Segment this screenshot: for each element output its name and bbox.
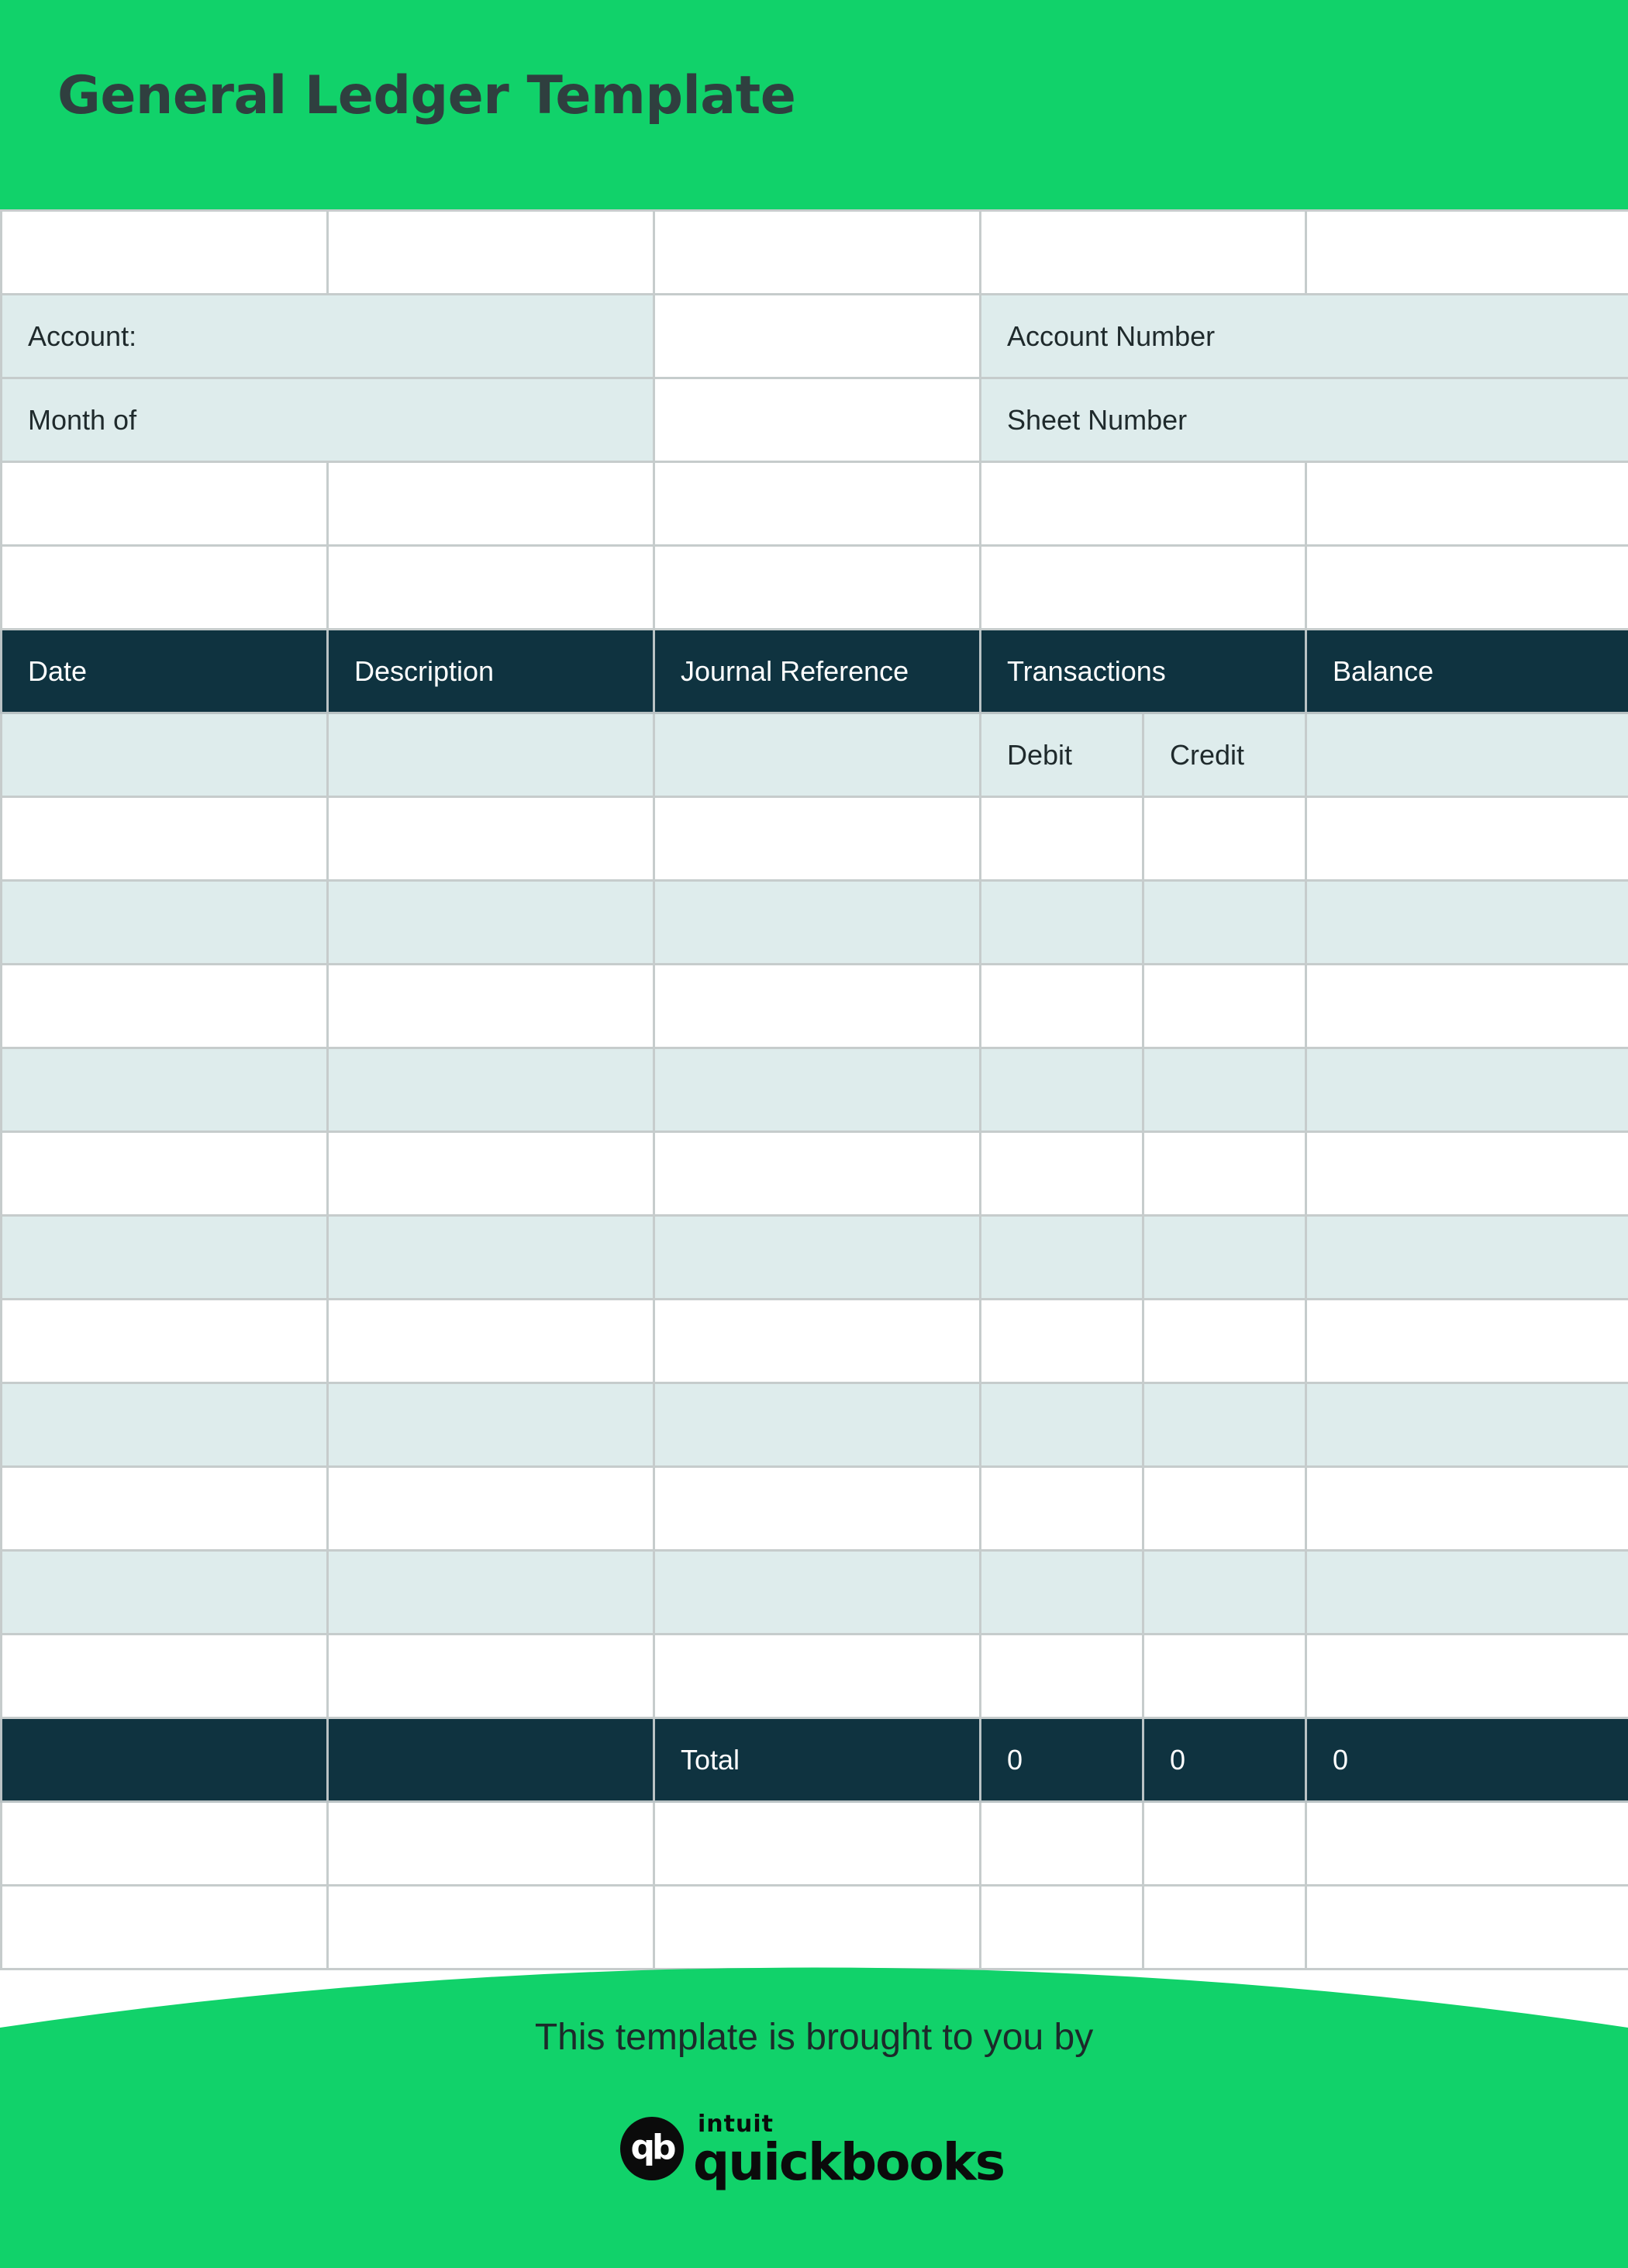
- credit-cell[interactable]: [1143, 1383, 1306, 1467]
- cell[interactable]: [654, 462, 981, 546]
- description-cell[interactable]: [328, 1551, 654, 1635]
- ledger-row: [2, 881, 1628, 965]
- debit-cell[interactable]: [981, 1300, 1143, 1383]
- date-cell[interactable]: [2, 1216, 328, 1300]
- debit-cell[interactable]: [981, 1467, 1143, 1551]
- month-row: [2, 378, 1628, 462]
- cell[interactable]: [1306, 546, 1628, 630]
- balance-cell[interactable]: [1306, 1048, 1628, 1132]
- journal-reference-cell[interactable]: [654, 1383, 981, 1467]
- quickbooks-logo[interactable]: [620, 2112, 1023, 2197]
- month-value-cell[interactable]: [654, 378, 981, 462]
- header-balance: Balance: [1306, 630, 1628, 713]
- debit-cell[interactable]: [981, 1048, 1143, 1132]
- totals-row: [2, 1718, 1628, 1802]
- journal-reference-cell[interactable]: [654, 1551, 981, 1635]
- balance-cell[interactable]: [1306, 1467, 1628, 1551]
- balance-cell[interactable]: [1306, 1635, 1628, 1718]
- date-cell[interactable]: [2, 1132, 328, 1216]
- total-credit: 0: [1143, 1718, 1306, 1802]
- ledger-row: [2, 1635, 1628, 1718]
- blank-row: [2, 211, 1628, 295]
- description-cell[interactable]: [328, 1216, 654, 1300]
- account-row: [2, 295, 1628, 378]
- blank-row: [2, 546, 1628, 630]
- sub-header-row: [2, 713, 1628, 797]
- credit-cell[interactable]: [1143, 965, 1306, 1048]
- cell[interactable]: [1306, 462, 1628, 546]
- date-cell[interactable]: [2, 881, 328, 965]
- balance-cell[interactable]: [1306, 965, 1628, 1048]
- debit-cell[interactable]: [981, 1551, 1143, 1635]
- blank-row: [2, 462, 1628, 546]
- cell: [328, 713, 654, 797]
- journal-reference-cell[interactable]: [654, 1132, 981, 1216]
- total-balance: 0: [1306, 1718, 1628, 1802]
- ledger-row: [2, 1383, 1628, 1467]
- cell: [1306, 713, 1628, 797]
- journal-reference-cell[interactable]: [654, 1300, 981, 1383]
- credit-cell[interactable]: [1143, 1551, 1306, 1635]
- credit-cell[interactable]: [1143, 1467, 1306, 1551]
- date-cell[interactable]: [2, 1467, 328, 1551]
- cell: [2, 1718, 328, 1802]
- date-cell[interactable]: [2, 1383, 328, 1467]
- description-cell[interactable]: [328, 1132, 654, 1216]
- journal-reference-cell[interactable]: [654, 965, 981, 1048]
- debit-cell[interactable]: [981, 1132, 1143, 1216]
- ledger-row: [2, 1551, 1628, 1635]
- debit-cell[interactable]: [981, 881, 1143, 965]
- cell[interactable]: [2, 211, 328, 295]
- journal-reference-cell[interactable]: [654, 1216, 981, 1300]
- column-header-row: [2, 630, 1628, 713]
- logo-brand: quickbooks: [693, 2132, 1004, 2192]
- account-label: Account:: [2, 295, 654, 378]
- cell[interactable]: [328, 211, 654, 295]
- ledger-row: [2, 797, 1628, 881]
- description-cell[interactable]: [328, 1467, 654, 1551]
- cell[interactable]: [1306, 211, 1628, 295]
- journal-reference-cell[interactable]: [654, 1635, 981, 1718]
- month-label: Month of: [2, 378, 654, 462]
- date-cell[interactable]: [2, 965, 328, 1048]
- credit-cell[interactable]: [1143, 1300, 1306, 1383]
- date-cell[interactable]: [2, 1048, 328, 1132]
- ledger-row: [2, 1048, 1628, 1132]
- ledger-row: [2, 1132, 1628, 1216]
- description-cell[interactable]: [328, 881, 654, 965]
- cell[interactable]: [981, 211, 1306, 295]
- cell[interactable]: [654, 1802, 981, 1886]
- cell[interactable]: [654, 546, 981, 630]
- credit-cell[interactable]: [1143, 797, 1306, 881]
- total-debit: 0: [981, 1718, 1143, 1802]
- ledger-row: [2, 965, 1628, 1048]
- journal-reference-cell[interactable]: [654, 1467, 981, 1551]
- balance-cell[interactable]: [1306, 1551, 1628, 1635]
- cell[interactable]: [2, 1802, 328, 1886]
- credit-cell[interactable]: [1143, 881, 1306, 965]
- credit-cell[interactable]: [1143, 1048, 1306, 1132]
- balance-cell[interactable]: [1306, 881, 1628, 965]
- cell[interactable]: [328, 1802, 654, 1886]
- balance-cell[interactable]: [1306, 1300, 1628, 1383]
- cell[interactable]: [654, 211, 981, 295]
- cell: [328, 1718, 654, 1802]
- description-cell[interactable]: [328, 1635, 654, 1718]
- header-journal-reference: Journal Reference: [654, 630, 981, 713]
- credit-cell[interactable]: [1143, 1216, 1306, 1300]
- cell[interactable]: [1306, 1802, 1628, 1886]
- header-transactions: Transactions: [981, 630, 1306, 713]
- ledger-row: [2, 1216, 1628, 1300]
- journal-reference-cell[interactable]: [654, 881, 981, 965]
- header-credit: Credit: [1143, 713, 1306, 797]
- ledger-table: [0, 209, 1628, 1970]
- header-date: Date: [2, 630, 328, 713]
- logo-brand-small: intuit: [698, 2111, 774, 2138]
- cell[interactable]: [981, 546, 1306, 630]
- header-description: Description: [328, 630, 654, 713]
- description-cell[interactable]: [328, 1383, 654, 1467]
- balance-cell[interactable]: [1306, 1216, 1628, 1300]
- ledger-row: [2, 1300, 1628, 1383]
- header-debit: Debit: [981, 713, 1143, 797]
- cell[interactable]: [328, 546, 654, 630]
- account-value-cell[interactable]: [654, 295, 981, 378]
- cell[interactable]: [1143, 1802, 1306, 1886]
- journal-reference-cell[interactable]: [654, 1048, 981, 1132]
- balance-cell[interactable]: [1306, 1383, 1628, 1467]
- debit-cell[interactable]: [981, 797, 1143, 881]
- credit-cell[interactable]: [1143, 1132, 1306, 1216]
- debit-cell[interactable]: [981, 1635, 1143, 1718]
- footer-wave: [0, 1915, 1628, 2268]
- date-cell[interactable]: [2, 797, 328, 881]
- blank-row: [2, 1802, 1628, 1886]
- debit-cell[interactable]: [981, 965, 1143, 1048]
- cell[interactable]: [981, 462, 1306, 546]
- date-cell[interactable]: [2, 1635, 328, 1718]
- footer-tagline: This template is brought to you by: [534, 2017, 1094, 2058]
- balance-cell[interactable]: [1306, 797, 1628, 881]
- cell[interactable]: [2, 546, 328, 630]
- account-number-label: Account Number: [981, 295, 1628, 378]
- total-label: Total: [654, 1718, 981, 1802]
- date-cell[interactable]: [2, 1551, 328, 1635]
- ledger-row: [2, 1467, 1628, 1551]
- date-cell[interactable]: [2, 1300, 328, 1383]
- cell[interactable]: [328, 462, 654, 546]
- description-cell[interactable]: [328, 1048, 654, 1132]
- debit-cell[interactable]: [981, 1383, 1143, 1467]
- description-cell[interactable]: [328, 965, 654, 1048]
- quickbooks-mark-icon: qb: [620, 2117, 684, 2180]
- cell: [654, 713, 981, 797]
- cell: [2, 713, 328, 797]
- sheet-number-label: Sheet Number: [981, 378, 1628, 462]
- credit-cell[interactable]: [1143, 1635, 1306, 1718]
- description-cell[interactable]: [328, 797, 654, 881]
- header-banner: [0, 0, 1628, 209]
- debit-cell[interactable]: [981, 1216, 1143, 1300]
- page-title: General Ledger Template: [57, 65, 796, 126]
- cell[interactable]: [981, 1802, 1143, 1886]
- description-cell[interactable]: [328, 1300, 654, 1383]
- balance-cell[interactable]: [1306, 1132, 1628, 1216]
- footer-banner: [0, 1915, 1628, 2268]
- cell[interactable]: [2, 462, 328, 546]
- journal-reference-cell[interactable]: [654, 797, 981, 881]
